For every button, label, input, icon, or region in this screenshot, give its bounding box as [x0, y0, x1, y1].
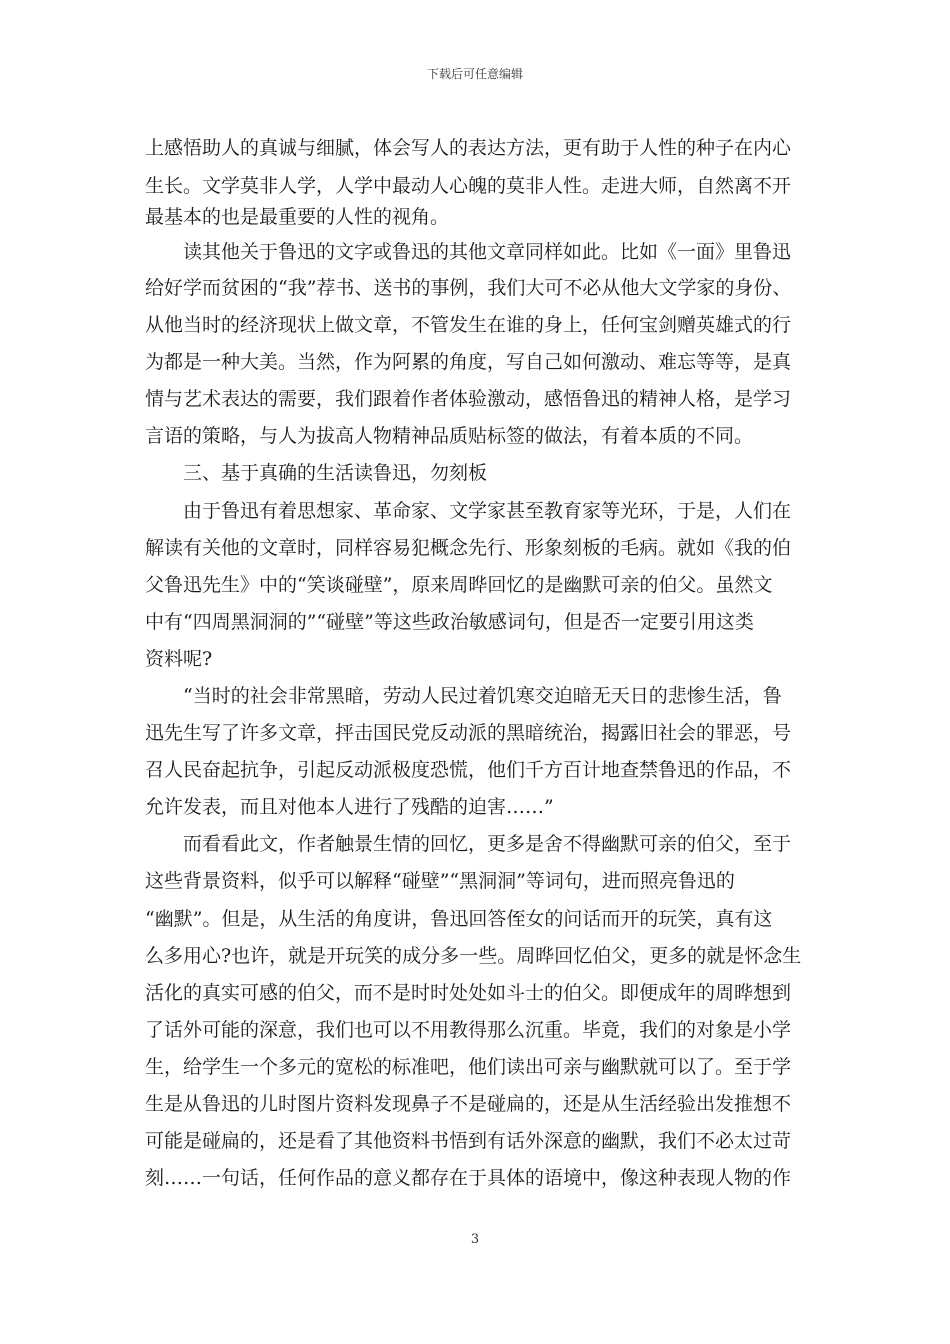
page-number: 3 — [470, 1232, 480, 1247]
text-line: 由于鲁迅有着思想家、革命家、文学家甚至教育家等光环，于是，人们在 — [145, 500, 792, 522]
text-line: 而看看此文，作者触景生情的回忆，更多是舍不得幽默可亲的伯父，至于 — [145, 833, 792, 855]
text-line: 从他当时的经济现状上做文章，不管发生在谁的身上，任何宝剑赠英雄式的行 — [145, 314, 792, 336]
quote-line: 召人民奋起抗争，引起反动派极度恐慌，他们千方百计地查禁鲁迅的作品，不 — [145, 759, 792, 781]
text-line: “幽默”。但是，从生活的角度讲，鲁迅回答侄女的问话而开的玩笑，真有这 — [145, 908, 773, 930]
section-heading: 三、基于真确的生活读鲁迅，勿刻板 — [145, 462, 488, 484]
text-line: 情与艺术表达的需要，我们跟着作者体验激动，感悟鲁迅的精神人格，是学习 — [145, 388, 792, 410]
quote-line: 允许发表，而且对他本人进行了残酷的迫害……” — [145, 796, 554, 818]
text-line: 言语的策略，与人为拔高人物精神品质贴标签的做法，有着本质的不同。 — [145, 425, 754, 447]
text-line: 可能是碰扁的，还是看了其他资料书悟到有话外深意的幽默，我们不必太过苛 — [145, 1130, 792, 1152]
text-line: 资料呢? — [145, 648, 213, 670]
text-line: 中有“四周黑洞洞的”“碰壁”等这些政治敏感词句，但是否一定要引用这类 — [145, 611, 754, 633]
text-line: 读其他关于鲁迅的文字或鲁迅的其他文章同样如此。比如《一面》里鲁迅 — [145, 241, 792, 263]
quote-line: 迅先生写了许多文章，抨击国民党反动派的黑暗统治，揭露旧社会的罪恶，号 — [145, 722, 792, 744]
text-line: 刻……一句话，任何作品的意义都存在于具体的语境中，像这种表现人物的作 — [145, 1167, 792, 1189]
text-line: 父鲁迅先生》中的“笑谈碰壁”，原来周晔回忆的是幽默可亲的伯父。虽然文 — [145, 574, 773, 596]
text-line: 为都是一种大美。当然，作为阿累的角度，写自己如何激动、难忘等等，是真 — [145, 351, 792, 373]
text-line: 生，给学生一个多元的宽松的标准吧，他们读出可亲与幽默就可以了。至于学 — [145, 1056, 792, 1078]
text-line: 生长。文学莫非人学，人学中最动人心魄的莫非人性。走进大师，自然离不开 — [145, 175, 792, 197]
text-line: 活化的真实可感的伯父，而不是时时处处如斗士的伯父。即便成年的周晔想到 — [145, 982, 792, 1004]
page-header: 下载后可任意编辑 — [426, 67, 523, 81]
text-line: 解读有关他的文章时，同样容易犯概念先行、形象刻板的毛病。就如《我的伯 — [145, 537, 792, 559]
text-line: 生是从鲁迅的儿时图片资料发现鼻子不是碰扁的，还是从生活经验出发推想不 — [145, 1093, 792, 1115]
text-line: 这些背景资料，似乎可以解释“碰壁”“黑洞洞”等词句，进而照亮鲁迅的 — [145, 870, 735, 892]
text-line: 最基本的也是最重要的人性的视角。 — [145, 206, 450, 228]
text-line: 上感悟助人的真诚与细腻，体会写人的表达方法，更有助于人性的种子在内心 — [145, 137, 792, 159]
text-line: 了话外可能的深意，我们也可以不用教得那么沉重。毕竟，我们的对象是小学 — [145, 1019, 792, 1041]
text-line: 给好学而贫困的“我”荐书、送书的事例，我们大可不必从他大文学家的身份、 — [145, 277, 792, 299]
text-line: 么多用心?也许，就是开玩笑的成分多一些。周晔回忆伯父，更多的就是怀念生 — [145, 945, 802, 967]
quote-line: “当时的社会非常黑暗，劳动人民过着饥寒交迫暗无天日的悲惨生活，鲁 — [145, 685, 782, 707]
